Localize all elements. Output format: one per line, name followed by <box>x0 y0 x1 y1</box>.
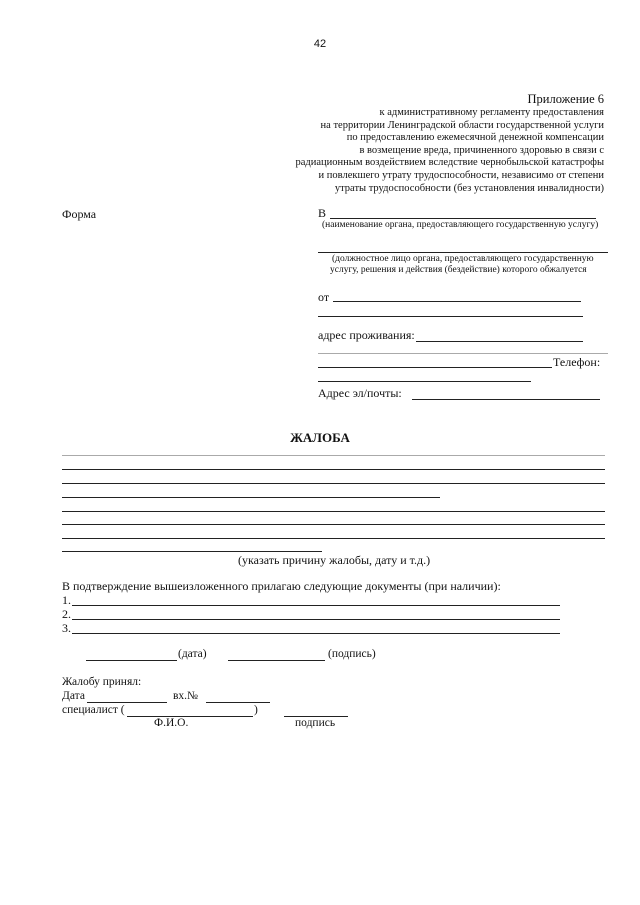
address-line-3[interactable] <box>318 367 552 368</box>
from-line-2[interactable] <box>318 316 583 317</box>
form-label: Форма <box>62 207 97 221</box>
documents-intro: В подтверждение вышеизложенного прилагаю следующие документы (при наличии): <box>62 579 501 593</box>
official-caption: услугу, решения и действия (бездействие) которого обжалуется <box>330 265 587 275</box>
specialist-close-paren: ) <box>254 704 258 716</box>
complaint-title: ЖАЛОБА <box>290 430 350 445</box>
phone-label: Телефон: <box>553 355 601 369</box>
document-item-number: 1. <box>62 593 71 607</box>
appendix-header <box>296 92 604 195</box>
appendix-line: и повлекшего утрату трудоспособности, независимо от степени <box>318 169 604 181</box>
phone-line[interactable] <box>318 381 531 382</box>
complaint-line[interactable] <box>62 469 605 470</box>
address-line-2[interactable] <box>318 353 608 354</box>
fio-caption: Ф.И.О. <box>154 717 189 729</box>
incoming-number-label: вх.№ <box>173 690 199 702</box>
address-label: адрес проживания: <box>318 328 415 342</box>
appendix-line: утраты трудоспособности (без установления инвалидности) <box>334 182 604 194</box>
document-item-line[interactable] <box>72 605 560 606</box>
appendix-line: к административному регламенту предоставления <box>379 107 604 118</box>
specialist-label: специалист ( <box>62 704 125 716</box>
accepted-date-label: Дата <box>62 690 85 702</box>
complaint-line[interactable] <box>62 511 605 512</box>
email-label: Адрес эл/почты: <box>318 386 402 400</box>
appendix-title: Приложение 6 <box>527 92 604 106</box>
from-label: от <box>318 290 330 304</box>
document-item-number: 2. <box>62 607 71 621</box>
email-line[interactable] <box>412 399 600 400</box>
appendix-line: по предоставлению ежемесячной денежной компенсации <box>346 132 604 144</box>
appendix-line: на территории Ленинградской области государственной услуги <box>320 119 604 131</box>
specialist-fio-line[interactable] <box>127 716 253 717</box>
from-line[interactable] <box>333 301 581 302</box>
to-prefix: В <box>318 206 327 220</box>
signature-caption: (подпись) <box>328 648 376 660</box>
reason-caption: (указать причину жалобы, дату и т.д.) <box>238 553 431 567</box>
to-recipient-line[interactable] <box>330 218 596 219</box>
to-caption: (наименование органа, предоставляющего государственную услугу) <box>322 220 599 230</box>
official-caption: (должностное лицо органа, предоставляющего государственную <box>332 254 594 264</box>
sign-caption: подпись <box>295 717 336 729</box>
complaint-line[interactable] <box>62 524 605 525</box>
date-line[interactable] <box>86 660 177 661</box>
complaint-line[interactable] <box>62 551 322 552</box>
complaint-line[interactable] <box>62 455 605 456</box>
document-item-line[interactable] <box>72 633 560 634</box>
document-item-number: 3. <box>62 621 71 635</box>
complaint-line[interactable] <box>62 483 605 484</box>
date-caption: (дата) <box>178 648 207 660</box>
signature-line[interactable] <box>228 660 325 661</box>
page-number: 42 <box>313 38 327 50</box>
appendix-line: радиационным воздействием вследствие чернобыльской катастрофы <box>295 157 604 169</box>
accepted-date-line[interactable] <box>87 702 167 703</box>
accepted-title: Жалобу принял: <box>62 676 142 688</box>
document-item-line[interactable] <box>72 619 560 620</box>
official-line[interactable] <box>318 252 608 253</box>
incoming-number-line[interactable] <box>206 702 270 703</box>
appendix-line: в возмещение вреда, причиненного здоровью в связи с <box>359 144 604 156</box>
complaint-line[interactable] <box>62 497 440 498</box>
address-line[interactable] <box>416 341 583 342</box>
complaint-line[interactable] <box>62 538 605 539</box>
